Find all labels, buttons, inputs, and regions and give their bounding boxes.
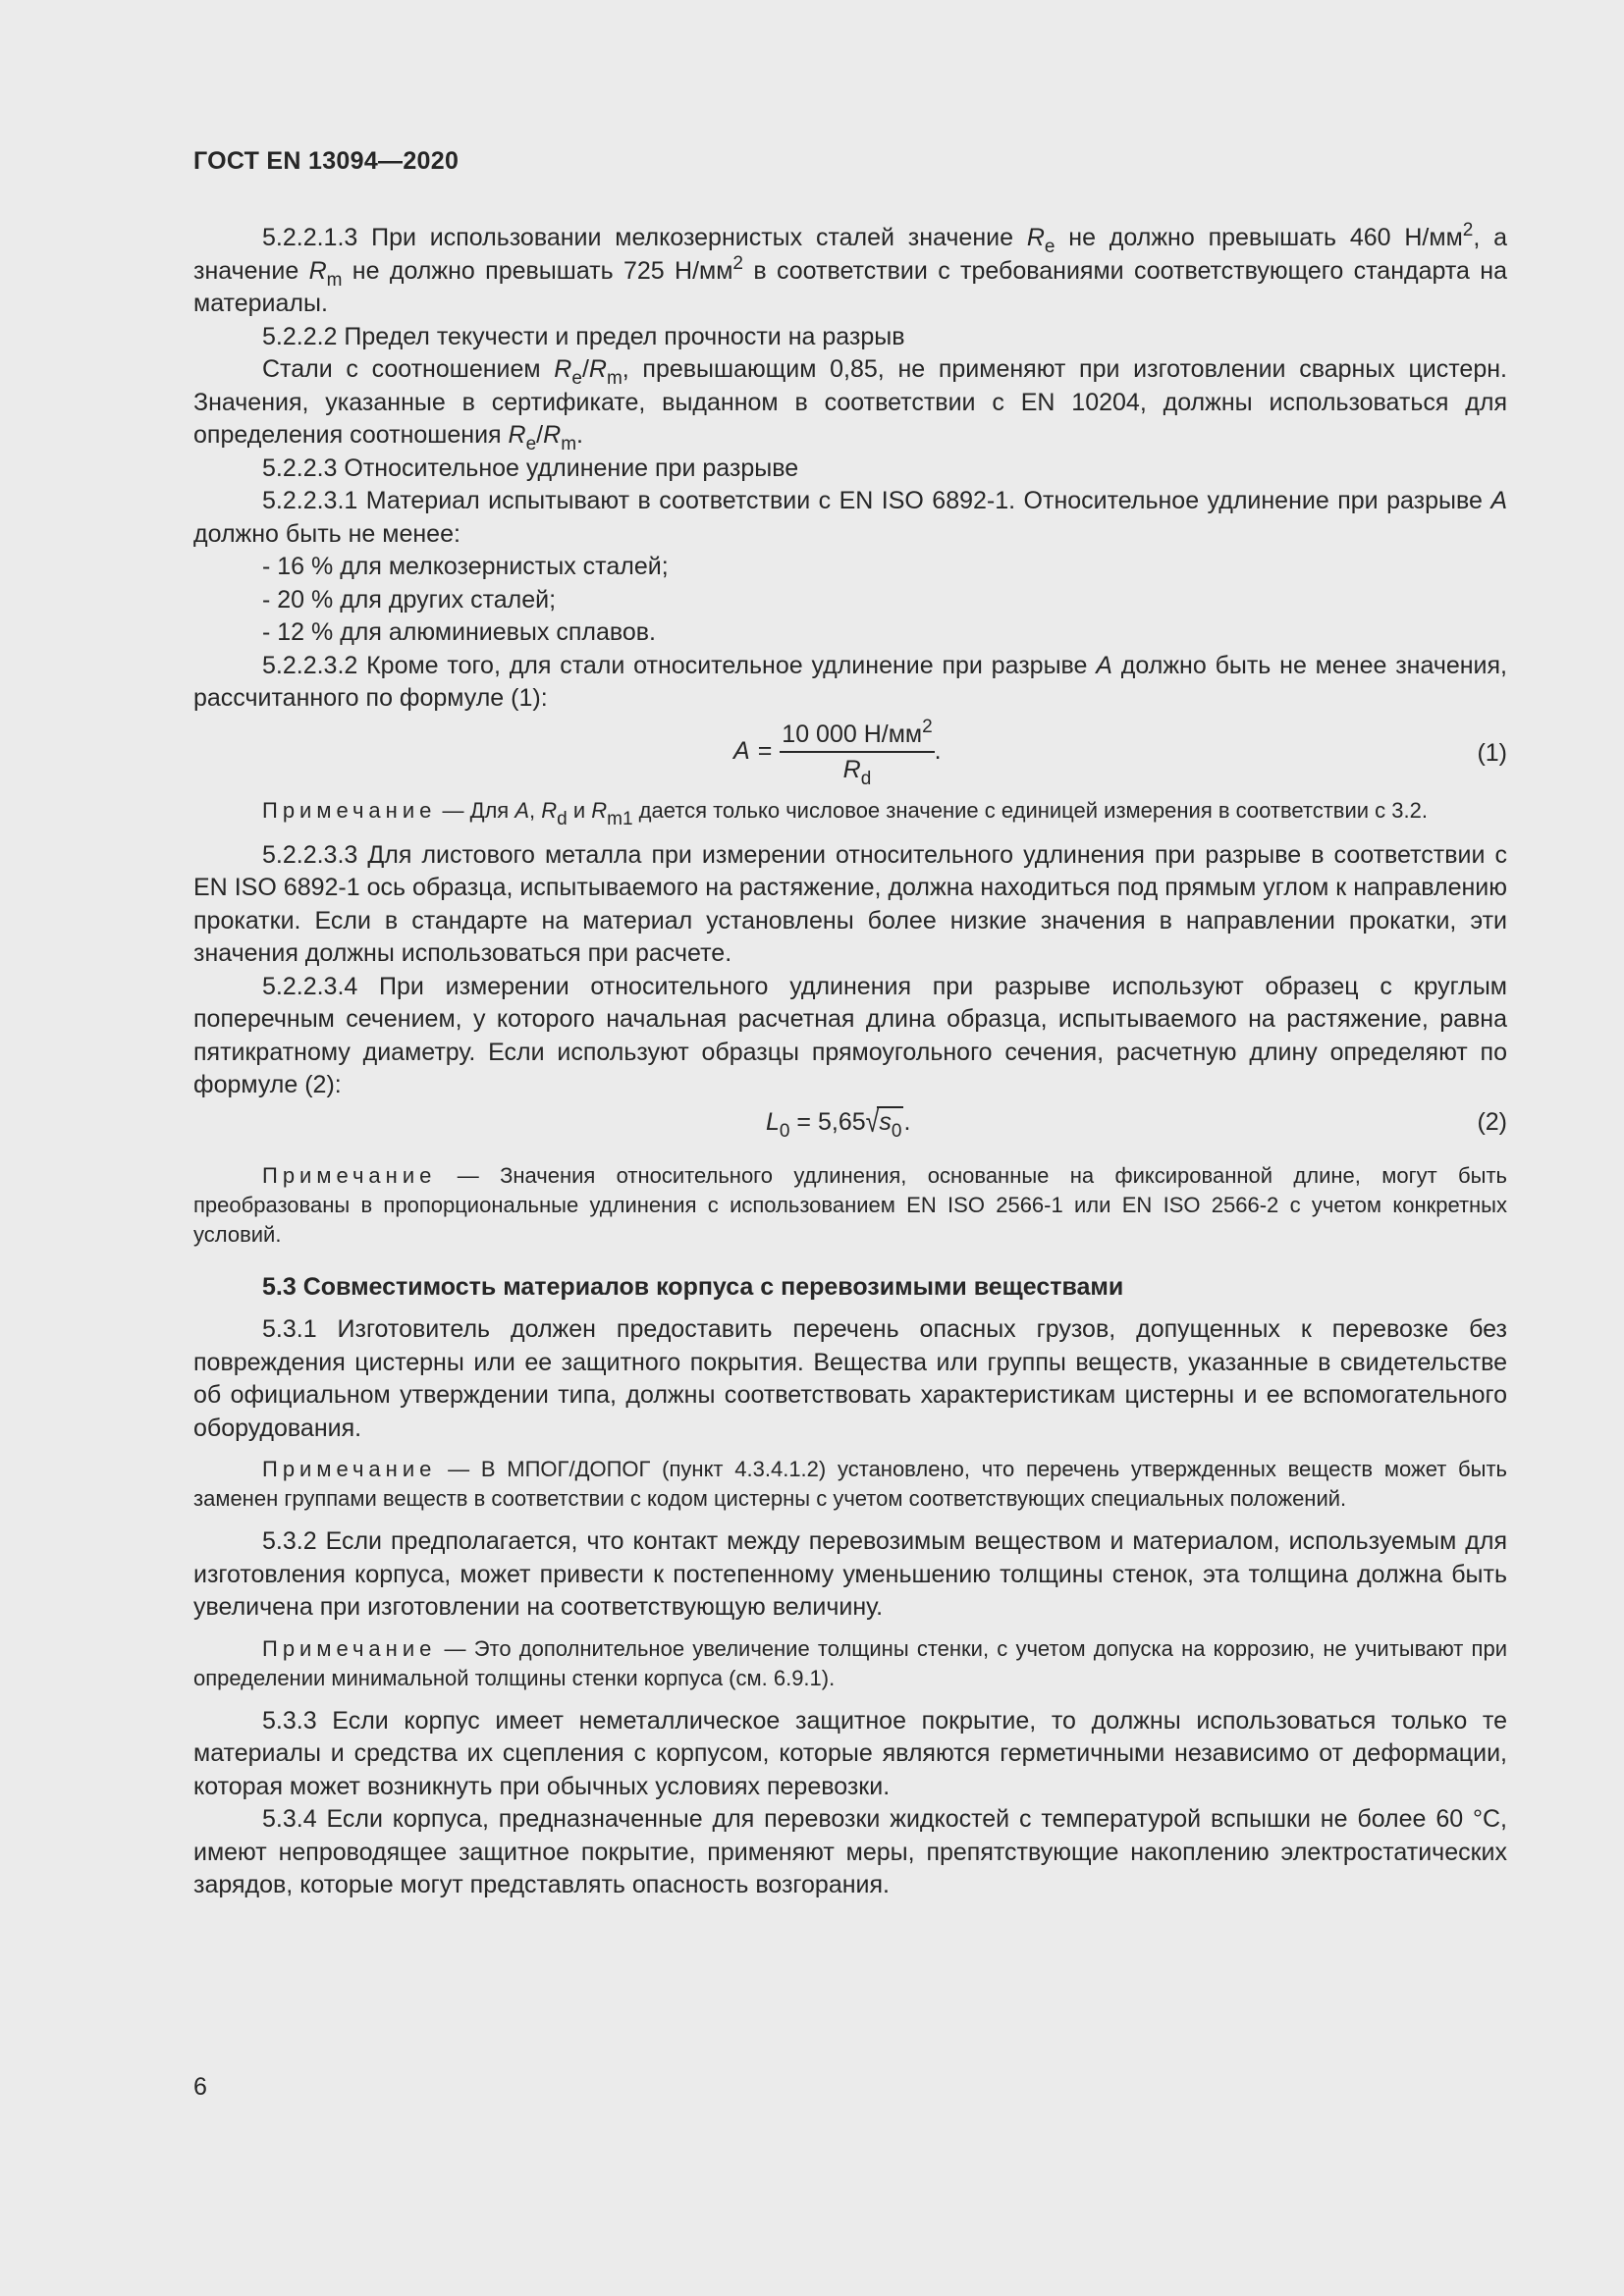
symbol-a: A [733,736,750,765]
note-1 [193,796,1507,829]
formula-1-expression [733,716,942,789]
symbol-a: A [1490,487,1507,514]
subscript: e [525,434,537,454]
symbol-r: R [308,256,327,285]
note-label: Примечание [262,1457,437,1481]
text-run: не должно превышать 725 Н/мм [342,256,733,285]
symbol-l: L [766,1107,780,1136]
clause-5-2-2-3: 5.2.2.3 Относительное удлинение при разрыве [262,454,799,482]
formula-text: = 5,65 [789,1107,866,1136]
fraction [780,716,934,789]
text-run: 5.2.2.1.3 При использовании мелкозернистых сталей значение [262,224,1027,251]
symbol-r: R [554,355,572,383]
page-number: 6 [193,2073,207,2101]
clause-5-2-2-text [193,353,1507,453]
note-4 [193,1634,1507,1693]
symbol-a: A [1096,651,1112,679]
symbol-r: R [591,797,608,823]
fraction-denominator [842,753,872,789]
slash: / [536,421,544,449]
subscript: e [571,368,582,389]
note-label: Примечание [262,1162,437,1188]
subscript: 0 [779,1120,790,1142]
text-run: — В МПОГ/ДОПОГ (пункт 4.3.4.1.2) установлено, что перечень утвержденных веществ может быть заменен группами веществ в соответствии с кодом цистерны с учетом соответствующих специальных положений. [193,1457,1507,1511]
text-run: — Значения относительного удлинения, основанные на фиксированной длине, могут быть преобразованы в пропорциональные удлинения с использованием EN ISO 2566-1 или EN ISO 2566-2 с учетом конкретных условий. [193,1162,1507,1247]
subscript: m [606,368,623,389]
text-run: 5.2.2.3.1 Материал испытывают в соответствии с EN ISO 6892-1. Относительное удлинение при разрыве [262,487,1491,514]
subscript: d [860,768,872,789]
period: . [903,1107,911,1136]
clause-5-2-2: 5.2.2.2 Предел текучести и предел прочности на разрыв [262,322,905,350]
fraction-numerator [780,716,934,753]
symbol-r: R [541,797,558,823]
text-run: , [529,797,542,823]
clause-5-2-2-3-1 [193,485,1507,551]
equals-sign: = [757,736,773,765]
text-run: не должно превышать 460 Н/мм [1055,224,1463,251]
superscript: 2 [1462,220,1474,240]
subscript: m [326,269,343,291]
clause-5-2-2-3-3: 5.2.2.3.3 Для листового металла при измерении относительного удлинения при разрыве в соответствии с EN ISO 6892-1 ось образца, испытываемого на растяжение, должна находиться под прямым углом к направлению прокатки. Если в стандарте на материал установлены более низкие значения в направлении прокатки, эти значения должны использоваться при расчете. [193,840,1507,967]
clause-5-2-2-3-2 [193,650,1507,716]
equation-number: (2) [1477,1107,1507,1136]
text-run: Стали с соотношением [262,355,555,383]
text-run: в соответствии с требованиями соответствующего стандарта на материалы. [193,256,1507,317]
symbol-a: A [514,797,530,823]
text-run: — Это дополнительное увеличение толщины стенки, с учетом допуска на коррозию, не учитывают при определении минимальной толщины стенки корпуса (см. 6.9.1). [193,1635,1507,1690]
section-5-3-title: 5.3 Совместимость материалов корпуса с перевозимыми веществами [262,1272,1124,1301]
text-run: — Для [436,797,515,823]
period: . [934,736,942,765]
formula-1 [193,716,1507,790]
text-run: должно быть не менее: [193,519,460,548]
symbol-r: R [1026,224,1045,251]
clause-5-3-4: 5.3.4 Если корпуса, предназначенные для перевозки жидкостей с температурой вспышки не более 60 °С, имеют непроводящее защитное покрытие, применяют меры, препятствующие накоплению электростатических зарядов, которые могут представлять опасность возгорания. [193,1805,1507,1898]
symbol-r: R [508,421,526,449]
document-header: ГОСТ EN 13094—2020 [193,147,460,175]
clause-5-3-1: 5.3.1 Изготовитель должен предоставить перечень опасных грузов, допущенных к перевозке без повреждения цистерны или ее защитного покрытия. Вещества или группы веществ, указанные в свидетельстве об официальном утверждении типа, должны соответствовать характеристикам цистерны и ее вспомогательного оборудования. [193,1315,1507,1442]
radicand [877,1106,903,1142]
text-run: 5.2.2.3.2 Кроме того, для стали относительное удлинение при разрыве [262,651,1097,679]
text-run: дается только числовое значение с единицей измерения в соответствии с 3.2. [632,797,1428,823]
list-item: - 16 % для мелкозернистых сталей; [262,553,669,580]
subscript: 0 [891,1120,902,1142]
text-run: и [567,797,592,823]
formula-2-expression [766,1103,911,1142]
subscript: m1 [607,808,633,829]
note-2 [193,1161,1507,1250]
subscript: d [557,808,568,829]
symbol-r: R [842,755,861,783]
clause-5-2-2-1-3 [193,222,1507,321]
clause-5-3-3: 5.3.3 Если корпус имеет неметаллическое защитное покрытие, то должны использоваться только те материалы и средства их сцепления с корпусом, которые являются герметичными независимо от деформации, которая может возникнуть при обычных условиях перевозки. [193,1706,1507,1800]
text-run: . [576,421,583,449]
clause-5-3-2: 5.3.2 Если предполагается, что контакт между перевозимым веществом и материалом, используемым для изготовления корпуса, может привести к постепенному уменьшению толщины стенок, эта толщина должна быть увеличена при изготовлении на соответствующую величину. [193,1527,1507,1621]
symbol-r: R [543,421,562,449]
text-run: должно быть не менее значения, рассчитанного по формуле (1): [193,651,1508,712]
text-run: , а значение [193,224,1508,285]
list-item: - 12 % для алюминиевых сплавов. [262,618,657,646]
superscript: 2 [922,716,933,737]
text-run: , превышающим 0,85, не применяют при изготовлении сварных цистерн. Значения, указанные в сертификате, выданном в соответствии с EN 10204, должны использоваться для определения соотношения [193,355,1507,449]
clause-5-2-2-3-4: 5.2.2.3.4 При измерении относительного удлинения при разрыве используют образец с круглым поперечным сечением, у которого начальная расчетная длина образца, испытываемого на растяжение, равна пятикратному диаметру. Если используют образцы прямоугольного сечения, расчетную длину определяют по формуле (2): [193,972,1507,1098]
superscript: 2 [732,252,743,274]
note-label: Примечание [262,1635,437,1661]
slash: / [581,355,589,383]
list-item: - 20 % для других сталей; [262,585,557,614]
note-label: Примечание [262,797,437,823]
formula-2 [193,1102,1507,1151]
symbol-r: R [588,355,607,383]
symbol-s: s [879,1107,892,1136]
radical-sign: √ [865,1103,880,1139]
subscript: e [1044,237,1056,257]
numerator-text: 10 000 Н/мм [782,720,923,748]
equation-number: (1) [1477,738,1507,767]
subscript: m [561,434,577,454]
document-body [193,222,1507,1902]
note-3 [193,1455,1507,1514]
